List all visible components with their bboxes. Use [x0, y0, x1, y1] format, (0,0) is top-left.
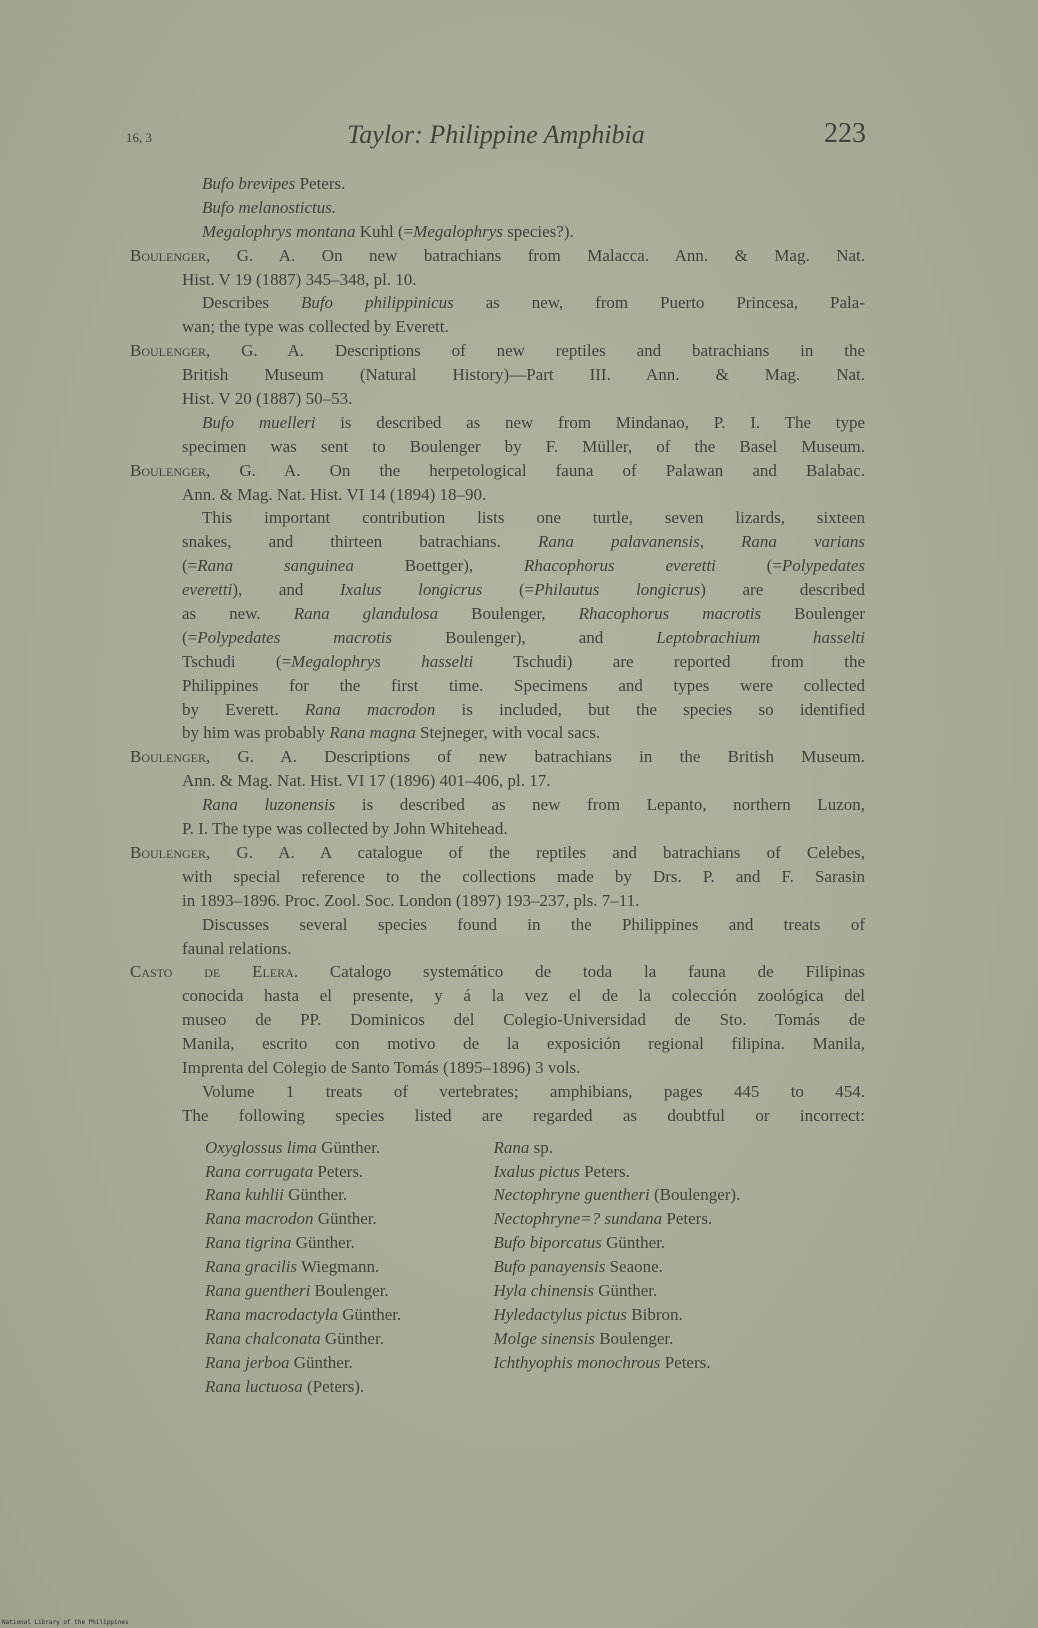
species-name: Rana glandulosa [293, 604, 439, 624]
species-row [493, 1279, 865, 1303]
text-run: species?). [502, 221, 574, 241]
text-run: (= [182, 556, 198, 576]
author-name: Boulenger [130, 341, 206, 361]
species-name: Polypedates macrotis [197, 627, 393, 647]
description-line [182, 698, 865, 722]
text-run: (= [182, 627, 198, 647]
description-line [182, 721, 865, 745]
text-run: faunal relations. [182, 938, 292, 958]
text-run: wan; the type was collected by Everett. [182, 317, 449, 337]
species-author: Günther. [283, 1185, 348, 1205]
species-row [205, 1207, 493, 1231]
species-name: Rana kuhlii [205, 1185, 284, 1205]
text-run: as new, from Puerto Princesa, Pala- [453, 293, 865, 313]
species-row [205, 1255, 493, 1279]
reference-line [182, 1032, 865, 1056]
citation-text: with special reference to the collections made by Drs. P. and F. Sarasin [182, 866, 865, 886]
description-line [202, 291, 865, 315]
species-row [205, 1327, 493, 1351]
author-name: Boulenger [130, 842, 206, 862]
species-table [130, 1136, 865, 1399]
species-author: Peters. [662, 1209, 713, 1229]
description-line [182, 626, 865, 650]
text-run: Tschudi) are reported from the [473, 651, 865, 671]
text-run: snakes, and thirteen batrachians. [182, 532, 538, 552]
text-run: by him was probably [182, 723, 330, 743]
species-name: Bufo biporcatus [493, 1233, 602, 1253]
species-name: Bufo panayensis [493, 1257, 606, 1277]
citation-text: , G. A. Descriptions of new reptiles and batrachians in the [206, 341, 865, 361]
reference-line [130, 960, 865, 984]
reference-line [182, 769, 865, 793]
species-name: Rhacophorus everetti [523, 556, 716, 576]
species-name: Rana macrodon [205, 1209, 314, 1229]
text-run: (= [482, 580, 535, 600]
species-author: Günther. [594, 1280, 658, 1300]
species-name: Megalophrys montana [202, 221, 356, 241]
species-row [205, 1231, 493, 1255]
library-footer: National Library of the Philippines [2, 1619, 129, 1626]
reference-line [130, 244, 865, 268]
page-header [126, 118, 866, 158]
description-line [182, 315, 865, 339]
citation-text: Ann. & Mag. Nat. Hist. VI 14 (1894) 18–90. [182, 484, 487, 504]
species-row [493, 1207, 865, 1231]
description-line [202, 1080, 865, 1104]
author-name: Boulenger [130, 747, 206, 767]
species-author: (Boulenger). [649, 1185, 741, 1205]
text-run: P. I. The type was collected by John Whitehead. [182, 819, 508, 839]
text-run: by Everett. [182, 699, 305, 719]
description-line [202, 411, 865, 435]
reference-line [182, 865, 865, 889]
text-run: Philippines for the first time. Specimens and types were collected [182, 675, 865, 695]
citation-text: museo de PP. Dominicos del Colegio-Universidad de Sto. Tomás de [182, 1010, 865, 1030]
species-line [202, 196, 865, 220]
species-name: Rana tigrina [205, 1233, 292, 1253]
running-title: Taylor: Philippine Amphibia [347, 120, 645, 149]
species-row [205, 1279, 493, 1303]
species-author: Boulenger. [310, 1280, 389, 1300]
reference-line [130, 459, 865, 483]
description-line [182, 578, 865, 602]
text-run: specimen was sent to Boulenger by F. Müller, of the Basel Museum. [182, 436, 865, 456]
species-row [493, 1183, 865, 1207]
description-line [202, 506, 865, 530]
description-line [182, 650, 865, 674]
species-line [202, 220, 865, 244]
species-name: Rana [493, 1137, 530, 1157]
description-line [182, 1104, 865, 1128]
species-author: Günther. [601, 1233, 666, 1253]
citation-text: , G. A. Descriptions of new batrachians in the British Museum. [206, 747, 865, 767]
text-run: This important contribution lists one turtle, seven lizards, sixteen [202, 508, 865, 528]
author-name: Boulenger [130, 245, 206, 265]
bibliography-body [130, 172, 865, 1398]
citation-text: conocida hasta el presente, y á la vez el de la colección zoológica del [182, 986, 865, 1006]
description-line [182, 530, 865, 554]
description-line [182, 817, 865, 841]
citation-text: , G. A. On new batrachians from Malacca. Ann. & Mag. Nat. [206, 245, 865, 265]
text-run: Discusses several species found in the Philippines and treats of [202, 914, 865, 934]
species-name: Rana corrugata [205, 1161, 314, 1181]
species-name: Ixalus longicrus [340, 580, 483, 600]
species-author: Bibron. [627, 1304, 683, 1324]
species-author: Günther. [313, 1209, 377, 1229]
author-name: Boulenger [130, 460, 206, 480]
species-author: Boulenger. [594, 1328, 674, 1348]
species-row [205, 1303, 493, 1327]
text-run: Volume 1 treats of vertebrates; amphibians, pages 445 to 454. [202, 1081, 865, 1101]
description-line [182, 435, 865, 459]
species-name: Ichthyophis monochrous [493, 1352, 661, 1372]
species-row [205, 1160, 493, 1184]
species-name: Bufo melanostictus. [202, 197, 337, 217]
citation-text: Manila, escrito con motivo de la exposición regional filipina. Manila, [182, 1034, 865, 1054]
text-run: is described as new from Lepanto, northern Luzon, [335, 795, 865, 815]
species-name: Molge sinensis [493, 1328, 595, 1348]
page-number: 223 [824, 118, 866, 149]
species-author: Peters. [295, 174, 346, 193]
citation-text: Hist. V 20 (1887) 50–53. [182, 389, 353, 409]
species-name: Rana jerboa [205, 1352, 290, 1372]
species-name: Rana palavanensis [537, 532, 700, 552]
description-line [182, 674, 865, 698]
species-name: Rana macrodactyla [205, 1304, 338, 1324]
species-name: Rana sanguinea [197, 556, 354, 576]
reference-line [130, 339, 865, 363]
text-run: (= [715, 556, 782, 576]
species-row [205, 1183, 493, 1207]
citation-text: . Catalogo systemático de toda la fauna de Filipinas [293, 962, 865, 982]
citation-text: Hist. V 19 (1887) 345–348, pl. 10. [182, 269, 417, 289]
citation-text: , G. A. On the herpetological fauna of Palawan and Balabac. [206, 460, 865, 480]
text-run: Boulenger, [438, 604, 579, 624]
species-author: (Peters). [302, 1376, 365, 1396]
author-name: Casto de Elera [130, 962, 294, 982]
text-run: as new. [182, 604, 294, 624]
species-name: Rana luctuosa [205, 1376, 303, 1396]
species-author: Günther. [320, 1328, 384, 1348]
species-column-left [205, 1136, 493, 1399]
description-line [182, 554, 865, 578]
species-name: Bufo brevipes [202, 174, 296, 193]
reference-line [182, 483, 865, 507]
text-run: ), and [232, 580, 340, 600]
species-author: Peters. [660, 1352, 711, 1372]
species-name: Rana chalconata [205, 1328, 321, 1348]
text-run: Tschudi (= [182, 651, 292, 671]
species-name: Rana luzonensis [202, 795, 336, 815]
reference-line [182, 1008, 865, 1032]
description-line [202, 793, 865, 817]
description-line [182, 937, 865, 961]
species-name: Megalophrys [413, 221, 503, 241]
species-author: Seaone. [605, 1257, 663, 1277]
species-author: sp. [529, 1137, 553, 1157]
species-author: Günther. [289, 1352, 353, 1372]
species-author: Günther. [316, 1137, 381, 1157]
species-name: Rhacophorus macrotis [578, 604, 762, 624]
species-name: Polypedates [781, 556, 866, 576]
citation-text: Ann. & Mag. Nat. Hist. VI 17 (1896) 401–406, pl. 17. [182, 771, 551, 791]
text-run: Describes [202, 293, 301, 313]
citation-text: in 1893–1896. Proc. Zool. Soc. London (1897) 193–237, pls. 7–11. [182, 890, 640, 910]
reference-line [130, 745, 865, 769]
species-name: Philautus longicrus [534, 580, 701, 600]
text-run: is included, but the species so identified [435, 699, 866, 719]
text-run: The following species listed are regarded as doubtful or incorrect: [182, 1105, 865, 1125]
species-row [493, 1303, 865, 1327]
species-name: Megalophrys hasselti [291, 651, 474, 671]
species-name: Rana magna [329, 723, 416, 743]
species-author: Günther. [337, 1304, 402, 1324]
text-run: Kuhl (= [355, 221, 414, 241]
species-name: Oxyglossus lima [205, 1137, 317, 1157]
species-name: Rana varians [741, 532, 866, 552]
species-name: Nectophryne guentheri [493, 1185, 650, 1205]
text-run: Boulenger), and [392, 627, 657, 647]
species-name: Ixalus pictus [493, 1161, 580, 1181]
species-row [205, 1351, 493, 1375]
species-name: Hyla chinensis [493, 1280, 595, 1300]
description-line [182, 602, 865, 626]
species-row [493, 1160, 865, 1184]
species-row [205, 1375, 493, 1399]
reference-line [182, 1056, 865, 1080]
species-author: Wiegmann. [297, 1257, 380, 1277]
species-name: Bufo philippinicus [300, 293, 454, 313]
reference-line [182, 984, 865, 1008]
text-run: ) are described [700, 580, 865, 600]
species-row [493, 1327, 865, 1351]
species-name: Hyledactylus pictus [493, 1304, 628, 1324]
text-run: Stejneger, with vocal sacs. [415, 723, 601, 743]
species-name: Rana gracilis [205, 1257, 298, 1277]
citation-text: Imprenta del Colegio de Santo Tomás (1895–1896) 3 vols. [182, 1057, 581, 1077]
reference-line [182, 268, 865, 292]
reference-line [182, 387, 865, 411]
species-name: everetti [182, 580, 233, 600]
species-name: Rana guentheri [205, 1280, 311, 1300]
volume-number: 16, 3 [126, 130, 152, 145]
species-column-right [493, 1136, 865, 1399]
text-run: , [699, 532, 742, 552]
text-run: Boettger), [353, 556, 524, 576]
text-run: Boulenger [761, 604, 865, 624]
description-line [202, 913, 865, 937]
reference-line [130, 841, 865, 865]
species-author: Peters. [579, 1161, 630, 1181]
text-run: is described as new from Mindanao, P. I. The type [315, 412, 865, 432]
species-row [493, 1136, 865, 1160]
species-row [493, 1231, 865, 1255]
species-name: Rana macrodon [304, 699, 436, 719]
reference-line [182, 363, 865, 387]
reference-line [182, 889, 865, 913]
species-name: Leptobrachium hasselti [656, 627, 865, 647]
species-row [493, 1255, 865, 1279]
species-author: Günther. [291, 1233, 355, 1253]
species-name: Bufo muelleri [202, 412, 316, 432]
species-author: Peters. [313, 1161, 364, 1181]
citation-text: British Museum (Natural History)—Part III. Ann. & Mag. Nat. [182, 365, 865, 385]
species-line [202, 172, 865, 196]
species-row [205, 1136, 493, 1160]
citation-text: , G. A. A catalogue of the reptiles and batrachians of Celebes, [206, 842, 865, 862]
species-name: Nectophryne=? sundana [493, 1209, 663, 1229]
species-row [493, 1351, 865, 1375]
